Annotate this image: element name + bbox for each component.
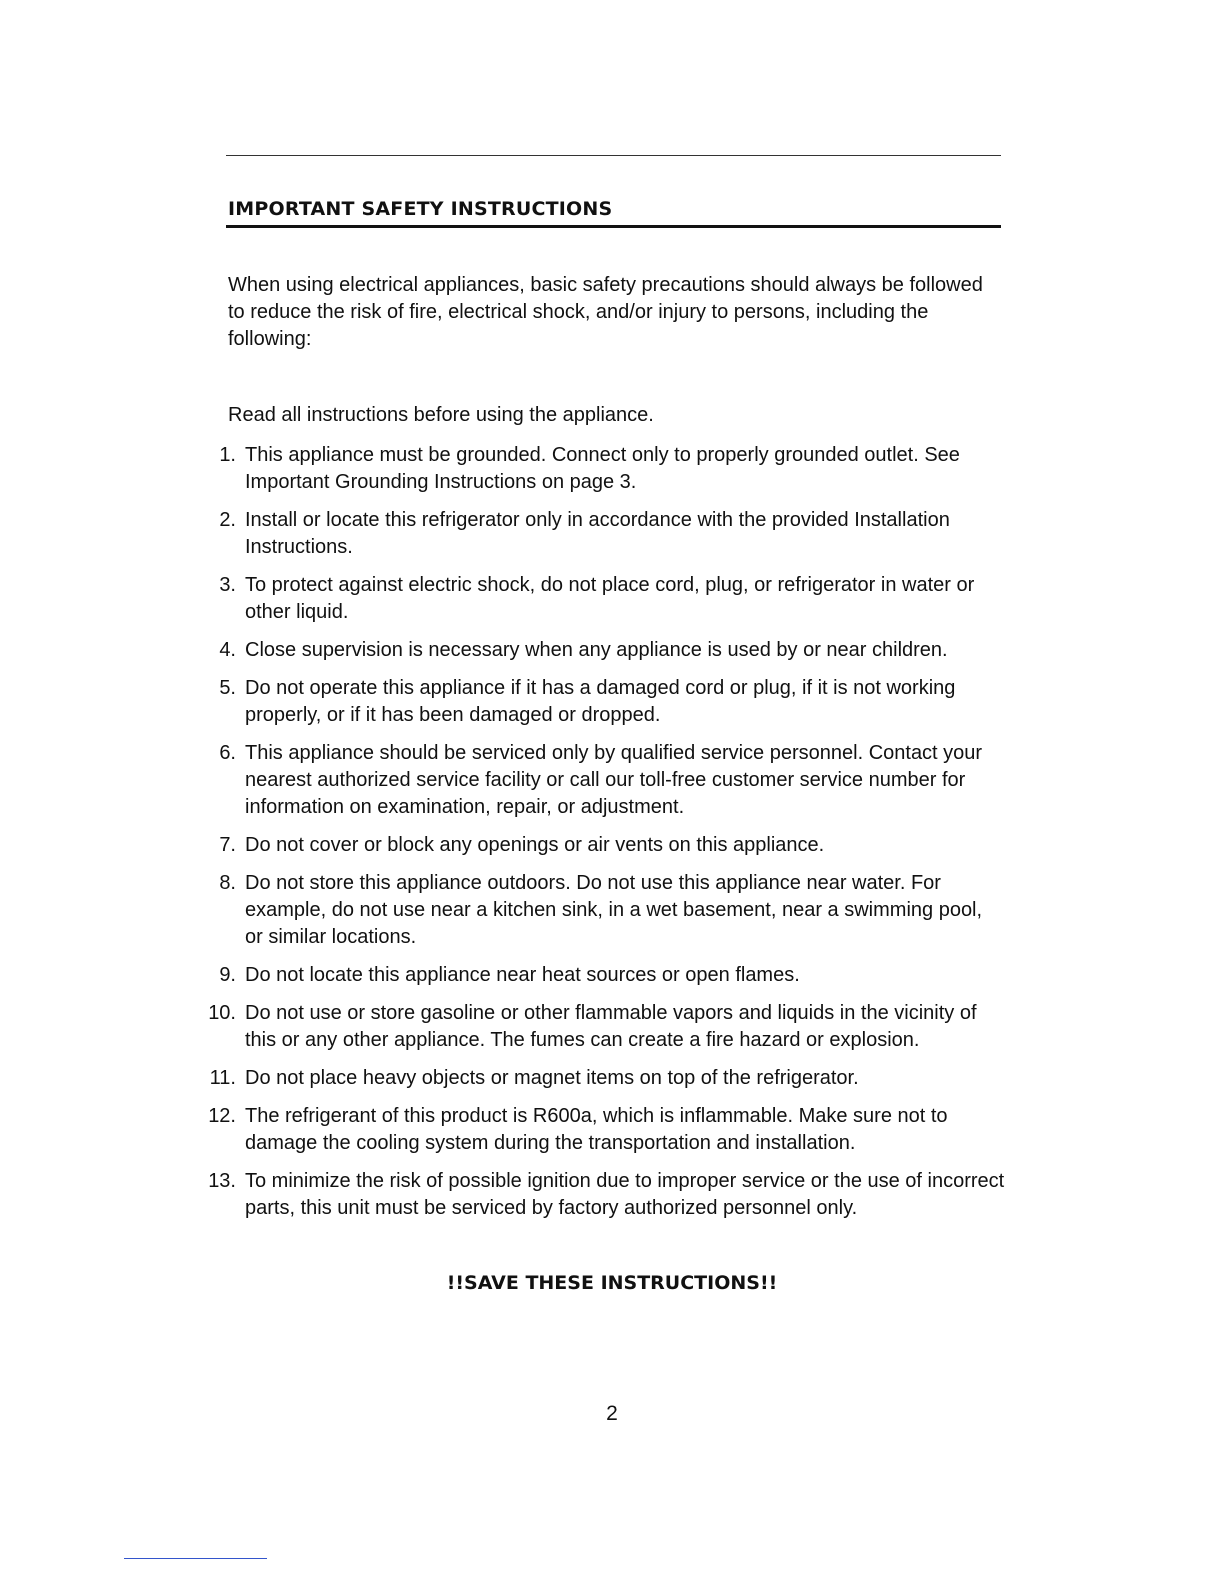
list-item xyxy=(200,870,1005,951)
item-number: 11. xyxy=(209,1067,236,1089)
item-number: 7. xyxy=(219,834,236,856)
item-text: Install or locate this refrigerator only in accordance with the provided Installation Instructions. xyxy=(245,509,950,558)
list-item xyxy=(200,1065,1005,1092)
item-number: 13. xyxy=(208,1170,236,1192)
item-text: To minimize the risk of possible ignition due to improper service or the use of incorrect parts, this unit must be serviced by factory authorized personnel only. xyxy=(245,1170,1005,1219)
item-text: This appliance should be serviced only by qualified service personnel. Contact your nearest authorized service facility or call our toll-free customer service number for information on examination, repair, or adjustment. xyxy=(245,742,983,818)
item-number: 3. xyxy=(219,574,236,596)
item-number: 1. xyxy=(219,444,236,466)
item-number: 5. xyxy=(219,677,236,699)
item-text: This appliance must be grounded. Connect only to properly grounded outlet. See Important Grounding Instructions on page 3. xyxy=(245,444,960,493)
item-text: Do not locate this appliance near heat sources or open flames. xyxy=(245,964,800,986)
top-divider xyxy=(226,155,1001,156)
lead-sentence: Read all instructions before using the appliance. xyxy=(228,404,654,426)
list-item xyxy=(200,1000,1005,1054)
item-text: To protect against electric shock, do not place cord, plug, or refrigerator in water or other liquid. xyxy=(245,574,975,623)
item-text: Do not place heavy objects or magnet items on top of the refrigerator. xyxy=(245,1067,859,1089)
item-text: The refrigerant of this product is R600a, which is inflammable. Make sure not to damage the cooling system during the transportation and installation. xyxy=(245,1105,948,1154)
footnote-divider xyxy=(124,1558,267,1559)
section-heading: IMPORTANT SAFETY INSTRUCTIONS xyxy=(228,198,613,220)
item-text: Do not operate this appliance if it has a damaged cord or plug, if it is not working properly, or if it has been damaged or dropped. xyxy=(245,677,956,726)
page-number: 2 xyxy=(606,1402,618,1425)
item-text: Do not store this appliance outdoors. Do not use this appliance near water. For example, do not use near a kitchen sink, in a wet basement, near a swimming pool, or similar locations. xyxy=(245,872,983,948)
list-item xyxy=(200,962,1005,989)
item-text: Do not cover or block any openings or air vents on this appliance. xyxy=(245,834,825,856)
list-item xyxy=(200,572,1005,626)
item-number: 10. xyxy=(208,1002,236,1024)
list-item xyxy=(200,1103,1005,1157)
item-text: Close supervision is necessary when any appliance is used by or near children. xyxy=(245,639,948,661)
item-number: 2. xyxy=(219,509,236,531)
list-item xyxy=(200,740,1005,821)
item-number: 12. xyxy=(208,1105,236,1127)
item-number: 4. xyxy=(219,639,236,661)
heading-underline xyxy=(226,225,1001,228)
item-number: 6. xyxy=(219,742,236,764)
list-item xyxy=(200,637,1005,664)
list-item xyxy=(200,442,1005,496)
item-number: 8. xyxy=(219,872,236,894)
list-item xyxy=(200,1168,1005,1222)
item-text: Do not use or store gasoline or other flammable vapors and liquids in the vicinity of this or any other appliance. The fumes can create a fire hazard or explosion. xyxy=(245,1002,977,1051)
save-instructions-notice: !!SAVE THESE INSTRUCTIONS!! xyxy=(446,1272,778,1294)
intro-paragraph: When using electrical appliances, basic safety precautions should always be followed to reduce the risk of fire, electrical shock, and/or injury to persons, including the following: xyxy=(228,274,983,350)
list-item xyxy=(200,507,1005,561)
list-item xyxy=(200,832,1005,859)
item-number: 9. xyxy=(219,964,236,986)
list-item xyxy=(200,675,1005,729)
safety-instructions-list xyxy=(200,442,1005,1233)
